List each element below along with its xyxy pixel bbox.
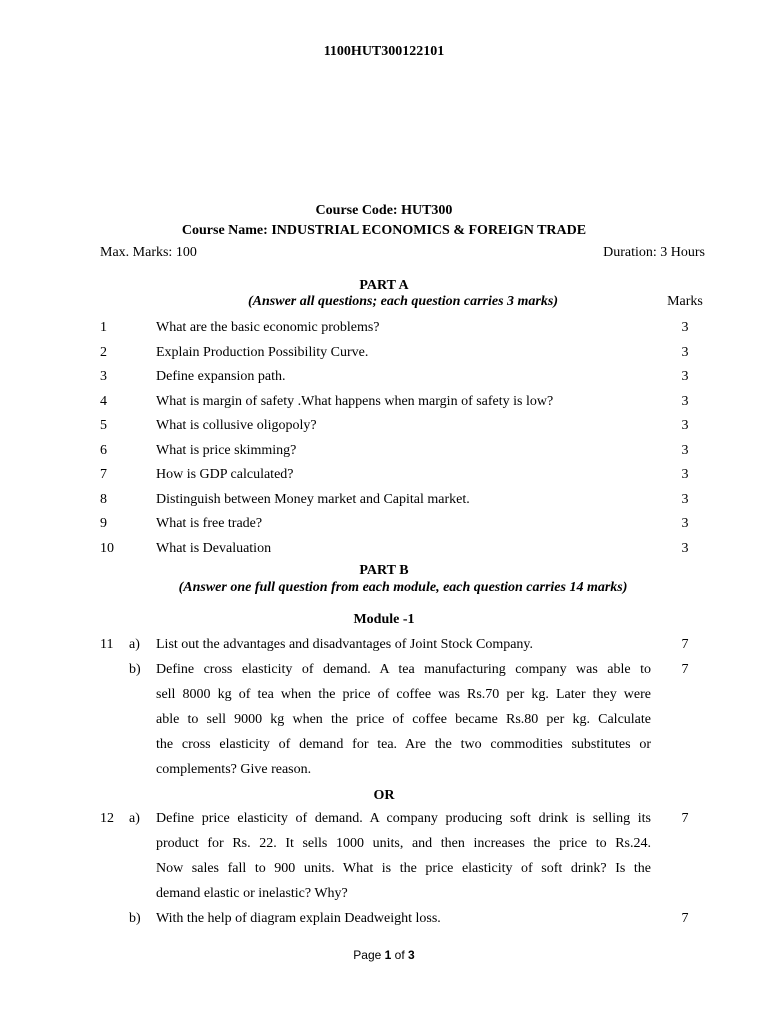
part-a-q1-text: What are the basic economic problems? — [156, 320, 380, 335]
part-a-q2-text: Explain Production Possibility Curve. — [156, 345, 369, 360]
part-a-q4-number: 4 — [100, 394, 107, 409]
part-a-instruction: (Answer all questions; each question carries 3 marks) — [248, 294, 558, 309]
part-a-q5-number: 5 — [100, 418, 107, 433]
page-footer — [0, 948, 768, 962]
part-a-q2-marks: 3 — [681, 345, 689, 360]
q11b-label: b) — [129, 662, 141, 677]
q12a-line: product for Rs. 22. It sells 1000 units, and then increases the price to Rs.24. — [156, 836, 651, 851]
q11a-marks: 7 — [681, 637, 689, 652]
q11b-line: sell 8000 kg of tea when the price of coffee was Rs.70 per kg. Later they were — [156, 687, 651, 702]
q11b-line: the cross elasticity of demand for tea. Are the two commodities substitutes or — [156, 737, 651, 752]
q12a-line: Define price elasticity of demand. A company producing soft drink is selling its — [156, 811, 651, 826]
part-a-q2-number: 2 — [100, 345, 107, 360]
course-name — [0, 223, 768, 239]
q12b-text: With the help of diagram explain Deadweight loss. — [156, 911, 441, 926]
q12-number: 12 — [100, 811, 114, 826]
course-name-label: Course Name: — [181, 223, 272, 238]
part-a-q7-number: 7 — [100, 467, 107, 482]
part-a-q8-marks: 3 — [681, 492, 689, 507]
page-number: 1 — [384, 948, 392, 962]
part-a-q9-marks: 3 — [681, 516, 689, 531]
q11b-line: able to sell 9000 kg when the price of coffee became Rs.80 per kg. Calculate — [156, 712, 651, 727]
marks-header: Marks — [667, 294, 703, 309]
part-a-q9-text: What is free trade? — [156, 516, 263, 531]
part-a-q10-number: 10 — [100, 541, 114, 556]
part-a-q8-text: Distinguish between Money market and Capital market. — [156, 492, 470, 507]
part-a-q5-marks: 3 — [681, 418, 689, 433]
q12b-marks: 7 — [681, 911, 689, 926]
part-a-q4-text: What is margin of safety .What happens when margin of safety is low? — [156, 394, 554, 409]
part-a-q6-marks: 3 — [681, 443, 689, 458]
q11a-text: List out the advantages and disadvantages of Joint Stock Company. — [156, 637, 534, 652]
q12a-line: demand elastic or inelastic? Why? — [156, 886, 348, 901]
q12b-label: b) — [129, 911, 141, 926]
q12a-line: Now sales fall to 900 units. What is the price elasticity of soft drink? Is the — [156, 861, 651, 876]
duration: Duration: 3 Hours — [603, 245, 705, 260]
part-a-q10-text: What is Devaluation — [156, 541, 272, 556]
part-a-q1-marks: 3 — [681, 320, 689, 335]
part-a-q3-marks: 3 — [681, 369, 689, 384]
or-separator: OR — [373, 788, 395, 803]
part-a-q7-text: How is GDP calculated? — [156, 467, 294, 482]
max-marks: Max. Marks: 100 — [100, 245, 197, 260]
part-a-q6-number: 6 — [100, 443, 107, 458]
part-a-q10-marks: 3 — [681, 541, 689, 556]
part-a-q3-number: 3 — [100, 369, 107, 384]
q11b-marks: 7 — [681, 662, 689, 677]
module-title: Module -1 — [353, 612, 415, 627]
q11b-line: complements? Give reason. — [156, 762, 312, 777]
part-a-q5-text: What is collusive oligopoly? — [156, 418, 317, 433]
part-a-title: PART A — [359, 278, 409, 293]
page-word: Page — [353, 948, 382, 962]
part-b-instruction: (Answer one full question from each module, each question carries 14 marks) — [178, 580, 628, 595]
part-a-q4-marks: 3 — [681, 394, 689, 409]
paper-code: 1100HUT300122101 — [323, 44, 445, 59]
course-code: Course Code: HUT300 — [315, 203, 453, 218]
part-a-q7-marks: 3 — [681, 467, 689, 482]
q11-number: 11 — [100, 637, 114, 652]
part-a-q8-number: 8 — [100, 492, 107, 507]
course-name-value: INDUSTRIAL ECONOMICS & FOREIGN TRADE — [271, 223, 587, 238]
part-a-q9-number: 9 — [100, 516, 107, 531]
part-b-title: PART B — [359, 563, 409, 578]
part-a-q3-text: Define expansion path. — [156, 369, 286, 384]
q12a-marks: 7 — [681, 811, 689, 826]
q11a-label: a) — [129, 637, 140, 652]
part-a-q6-text: What is price skimming? — [156, 443, 297, 458]
q12a-label: a) — [129, 811, 140, 826]
of-word: of — [394, 948, 405, 962]
part-a-q1-number: 1 — [100, 320, 107, 335]
q11b-line: Define cross elasticity of demand. A tea manufacturing company was able to — [156, 662, 651, 677]
page-total: 3 — [408, 948, 415, 962]
